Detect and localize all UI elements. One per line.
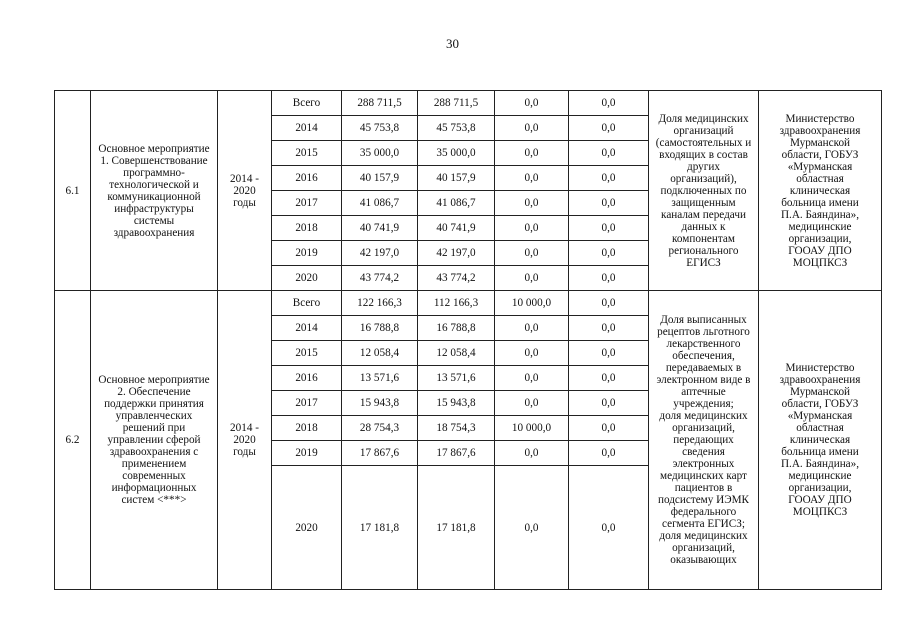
funding-cell: 0,0 bbox=[569, 166, 649, 191]
funding-cell: 12 058,4 bbox=[418, 341, 495, 366]
year-cell: 2019 bbox=[272, 241, 342, 266]
row-number: 6.1 bbox=[55, 91, 91, 291]
year-cell: 2019 bbox=[272, 441, 342, 466]
responsible-cell: Министерство здравоохранения Мурманской области, ГОБУЗ «Мурманская областная клиническая больница имени П.А. Баяндина», медицинские организации, ГООАУ ДПО МОЦПКСЗ bbox=[759, 291, 882, 590]
total-cell: 17 867,6 bbox=[342, 441, 418, 466]
activity-period: 2014 - 2020 годы bbox=[218, 91, 272, 291]
total-cell: 45 753,8 bbox=[342, 116, 418, 141]
funding-cell: 0,0 bbox=[495, 91, 569, 116]
indicator-cell: Доля выписанных рецептов льготного лекарственного обеспечения, передаваемых в электронном виде в аптечные учреждения; доля медицинских организаций, передающих сведения электронных медицинских карт пациентов в подсистему ИЭМК федерального сегмента ЕГИСЗ; доля медицинских организаций, оказывающих bbox=[649, 291, 759, 590]
funding-cell: 288 711,5 bbox=[418, 91, 495, 116]
funding-cell: 0,0 bbox=[495, 216, 569, 241]
year-cell: 2020 bbox=[272, 466, 342, 590]
year-cell: 2014 bbox=[272, 316, 342, 341]
funding-cell: 0,0 bbox=[569, 341, 649, 366]
funding-cell: 13 571,6 bbox=[418, 366, 495, 391]
funding-cell: 17 181,8 bbox=[418, 466, 495, 590]
funding-cell: 43 774,2 bbox=[418, 266, 495, 291]
funding-cell: 0,0 bbox=[569, 141, 649, 166]
responsible-cell: Министерство здравоохранения Мурманской области, ГОБУЗ «Мурманская областная клиническая больница имени П.А. Баяндина», медицинские организации, ГООАУ ДПО МОЦПКСЗ bbox=[759, 91, 882, 291]
program-activities-table bbox=[54, 90, 882, 590]
funding-cell: 10 000,0 bbox=[495, 291, 569, 316]
funding-cell: 0,0 bbox=[495, 266, 569, 291]
funding-cell: 45 753,8 bbox=[418, 116, 495, 141]
table-row bbox=[55, 91, 882, 116]
funding-cell: 0,0 bbox=[495, 341, 569, 366]
year-cell: 2015 bbox=[272, 141, 342, 166]
funding-cell: 0,0 bbox=[569, 266, 649, 291]
funding-cell: 40 157,9 bbox=[418, 166, 495, 191]
funding-cell: 0,0 bbox=[495, 366, 569, 391]
total-cell: 16 788,8 bbox=[342, 316, 418, 341]
funding-cell: 0,0 bbox=[569, 116, 649, 141]
funding-cell: 0,0 bbox=[495, 441, 569, 466]
year-cell: 2016 bbox=[272, 166, 342, 191]
year-cell: Всего bbox=[272, 91, 342, 116]
funding-cell: 0,0 bbox=[495, 141, 569, 166]
year-cell: 2014 bbox=[272, 116, 342, 141]
total-cell: 35 000,0 bbox=[342, 141, 418, 166]
funding-cell: 0,0 bbox=[569, 416, 649, 441]
total-cell: 40 741,9 bbox=[342, 216, 418, 241]
funding-cell: 10 000,0 bbox=[495, 416, 569, 441]
table-row bbox=[55, 291, 882, 316]
funding-cell: 0,0 bbox=[569, 466, 649, 590]
year-cell: 2015 bbox=[272, 341, 342, 366]
total-cell: 28 754,3 bbox=[342, 416, 418, 441]
total-cell: 15 943,8 bbox=[342, 391, 418, 416]
funding-cell: 0,0 bbox=[495, 166, 569, 191]
funding-cell: 42 197,0 bbox=[418, 241, 495, 266]
total-cell: 42 197,0 bbox=[342, 241, 418, 266]
year-cell: 2018 bbox=[272, 416, 342, 441]
funding-cell: 41 086,7 bbox=[418, 191, 495, 216]
funding-cell: 0,0 bbox=[495, 391, 569, 416]
indicator-cell: Доля медицинских организаций (самостоятельных и входящих в состав других организаций), подключенных по защищенным каналам передачи данных к компонентам регионального ЕГИСЗ bbox=[649, 91, 759, 291]
funding-cell: 40 741,9 bbox=[418, 216, 495, 241]
funding-cell: 0,0 bbox=[495, 116, 569, 141]
funding-cell: 17 867,6 bbox=[418, 441, 495, 466]
year-cell: 2017 bbox=[272, 191, 342, 216]
year-cell: 2016 bbox=[272, 366, 342, 391]
total-cell: 41 086,7 bbox=[342, 191, 418, 216]
funding-cell: 35 000,0 bbox=[418, 141, 495, 166]
year-cell: 2017 bbox=[272, 391, 342, 416]
funding-cell: 0,0 bbox=[569, 391, 649, 416]
total-cell: 122 166,3 bbox=[342, 291, 418, 316]
funding-cell: 0,0 bbox=[495, 191, 569, 216]
funding-cell: 0,0 bbox=[569, 316, 649, 341]
funding-cell: 0,0 bbox=[495, 466, 569, 590]
total-cell: 288 711,5 bbox=[342, 91, 418, 116]
funding-cell: 112 166,3 bbox=[418, 291, 495, 316]
activity-name: Основное мероприятие 2. Обеспечение поддержки принятия управленческих решений при управлении сферой здравоохранения с применением современных информационных систем <***> bbox=[91, 291, 218, 590]
funding-cell: 0,0 bbox=[569, 241, 649, 266]
funding-cell: 0,0 bbox=[569, 191, 649, 216]
total-cell: 43 774,2 bbox=[342, 266, 418, 291]
funding-cell: 0,0 bbox=[569, 216, 649, 241]
activity-period: 2014 - 2020 годы bbox=[218, 291, 272, 590]
funding-cell: 0,0 bbox=[495, 316, 569, 341]
funding-cell: 18 754,3 bbox=[418, 416, 495, 441]
funding-cell: 0,0 bbox=[495, 241, 569, 266]
total-cell: 17 181,8 bbox=[342, 466, 418, 590]
funding-cell: 0,0 bbox=[569, 441, 649, 466]
year-cell: 2018 bbox=[272, 216, 342, 241]
total-cell: 13 571,6 bbox=[342, 366, 418, 391]
funding-cell: 15 943,8 bbox=[418, 391, 495, 416]
row-number: 6.2 bbox=[55, 291, 91, 590]
funding-cell: 16 788,8 bbox=[418, 316, 495, 341]
funding-cell: 0,0 bbox=[569, 291, 649, 316]
total-cell: 12 058,4 bbox=[342, 341, 418, 366]
page-number: 30 bbox=[446, 36, 459, 51]
funding-cell: 0,0 bbox=[569, 91, 649, 116]
activity-name: Основное мероприятие 1. Совершенствование программно- технологической и коммуникационной инфраструктуры системы здравоохранения bbox=[91, 91, 218, 291]
funding-cell: 0,0 bbox=[569, 366, 649, 391]
year-cell: 2020 bbox=[272, 266, 342, 291]
total-cell: 40 157,9 bbox=[342, 166, 418, 191]
year-cell: Всего bbox=[272, 291, 342, 316]
